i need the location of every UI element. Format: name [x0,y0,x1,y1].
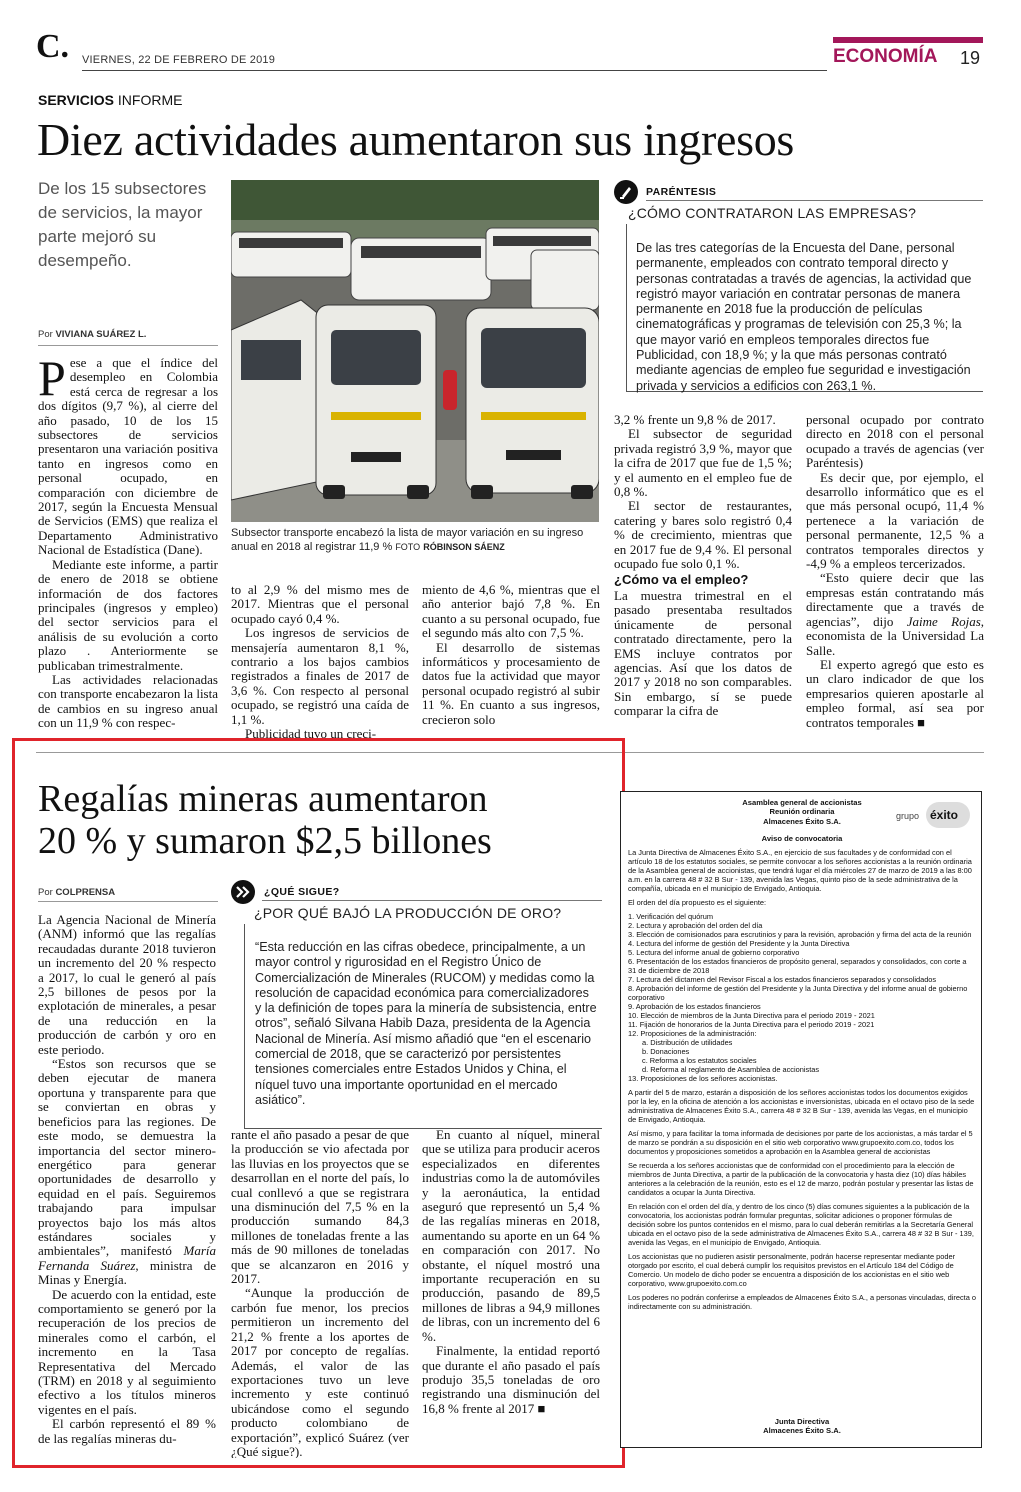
ad-agenda [628,912,976,1083]
ad-paragraph: A partir del 5 de marzo, estarán a disposición de los señores accionistas todos los documentos exigidos por la ley, en la oficina de atención a los accionistas e inversionistas, ubicada en el octavo piso de la sede administrativa de Almacenes Éxito S.A., carrera 48 # 32 B Sur - 139, avenida las Vegas, en el municipio de Envigado, Antioquia. [628,1088,975,1124]
photo-credit-prefix: FOTO [395,542,421,552]
ad-agenda-intro: El orden del día propuesto es el siguiente: [628,898,767,907]
logo-prefix: grupo [896,811,920,821]
signature-line-1: Junta Directiva [774,1417,830,1426]
masthead-rule [82,70,827,71]
paragraph: La muestra trimestral en el pasado presentaba resultados únicamente de personal contratado directamente, pero la EMS incluye contratos por agencias. Así que los datos de 2017 y 2018 no son comparables. Sin embargo, sí se puede comparar la cifra de [614,587,792,719]
buses-illustration [231,180,599,522]
paragraph: El sector de restaurantes, catering y bares solo registró 0,4 % de crecimiento, mientras que en 2017 fue de 9,4 %. El personal ocupado fue solo 0,1 %. [614,498,792,572]
paragraph: Publicidad tuvo un creci- [245,726,377,739]
byline-prefix: Por [38,329,53,340]
photo-caption [231,526,599,554]
paragraph [806,571,984,657]
article2-column-3 [422,1128,600,1458]
section-name: ECONOMÍA [833,46,938,67]
que-sigue-title: ¿POR QUÉ BAJÓ LA PRODUCCIÓN DE ORO? [254,905,562,921]
article2-headline [38,778,492,862]
agenda-item: 2. Lectura y aprobación del orden del día [628,921,763,930]
kicker-rest: INFORME [117,92,183,108]
ad-title-line-3: Almacenes Éxito S.A. [763,816,841,826]
article1-kicker [38,92,182,108]
paragraph: El subsector de seguridad privada registró 3,9 %, mayor que la cifra de 2017 que fue de 1,5 %; y el aumento en el empleo fue de 0,8 %. [614,426,792,500]
paragraph: El carbón representó el 89 % de las regalías mineras du- [38,1416,216,1446]
paragraph: 3,2 % frente un 9,8 % de 2017. [614,413,776,427]
article1-column-5 [806,413,984,739]
que-sigue-label: ¿QUÉ SIGUE? [264,886,340,898]
paragraph [38,1057,216,1288]
byline-name: VIVIANA SUÁREZ L. [55,329,147,340]
agenda-item: 10. Elección de miembros de la Junta Directiva para el periodo 2019 - 2021 [628,1011,875,1020]
photo-credit: RÓBINSON SÁENZ [423,542,505,552]
byline-rule [38,901,218,902]
que-sigue-icon [231,880,255,904]
byline-rule [38,345,218,346]
agenda-item: 9. Aprobación de los estados financieros [628,1002,761,1011]
signature-line-2: Almacenes Éxito S.A. [763,1426,841,1436]
que-sigue-label-rule [262,900,602,901]
transport-photo [231,180,599,522]
article2-column-1 [38,913,216,1458]
article1-column-2 [231,583,409,739]
paragraph: Es decir que, por ejemplo, el desarrollo informático que es el que más personal ocupó, 11,4 % pertenece a la variación de personal permanente, 12,5 % a contratos temporales directos y -4,9 % a empleos tercerizados. [806,469,984,572]
paragraph: El experto agregó que esto es un claro indicador de que los empresarios quieren apostarle al empleo formal, así sea por contratos temporales ■ [806,656,984,730]
section-accent-bar [833,37,983,43]
quoted-name: María Fernanda Suárez [38,1243,216,1273]
ad-subtitle: Aviso de convocatoria [761,834,843,843]
paragraph: rante el año pasado a pesar de que la producción se vio afectada por las lluvias en los proyectos que se desarrollan en el norte del país, lo cual conllevó a que se registrara una disminución del 7,5 % en la producción sumando 84,3 millones de toneladas frente a las más de 90 millones de toneladas que se alcanzaron en 2016 y 2017. [231,1128,409,1287]
agenda-item: 8. Aprobación del informe de gestión del Presidente y la Junta Directiva y del informe anual de gobierno corporativo [628,984,968,1002]
article1-byline [38,329,146,340]
agenda-subitem: a. Distribución de utilidades [642,1038,733,1047]
agenda-subitem: c. Reforma a los estatutos sociales [642,1056,757,1065]
agenda-item: 5. Lectura del informe anual de gobierno corporativo [628,948,800,957]
paragraph: En cuanto al níquel, mineral que se utiliza para producir aceros especializados en diferentes industrias como la de automóviles y la aeronáutica, la entidad aseguró que representó un 5,4 % de las regalías mineras en 2018, aumentando su aporte en un 64 % en comparación con 2017. No obstante, el níquel mostró una importante recuperación en su producción, pasando de 89,5 millones de libras a 94,9 millones de libras, con un incremento del 6 %. [422,1128,600,1344]
byline-prefix: Por [38,887,53,898]
ad-paragraph: Así mismo, y para facilitar la toma informada de decisiones por parte de los accionistas, a más tardar el 5 de marzo se pondrán a su disposición en el sitio web corporativo www.grupoexito.com.co, todos los documentos y proposiciones sometidos a aprobación en la Asamblea general de accionistas [628,1129,973,1156]
paragraph: El desarrollo de sistemas informáticos y procesamiento de datos fue la actividad que mayor personal ocupado registró al subir 11 %. En cuanto a sus ingresos, crecieron solo [422,639,600,727]
paragraph: miento de 4,6 %, mientras que el año anterior bajó 7,8 %. En cuanto a su personal ocupado, fue el segundo más alto con 7,5 %. [422,583,600,641]
paragraph: De acuerdo con la entidad, este comportamiento se generó por la recuperación de los precios de minerales como el carbón, el incremento en la Tasa Representativa del Mercado (TRM) en 2018 y al seguimiento efectivo a los títulos mineros vigentes en el país. [38,1286,216,1417]
dropcap: P [38,356,66,406]
ad-paragraph: En relación con el orden del día, y dentro de los cinco (5) días comunes siguientes a la publicación de la convocatoria, los accionistas podrán formular preguntas, solicitar adiciones o proponer fórmulas de decisión sobre los puntos contenidos en el mismo, para lo cual deberán remitirlas a la Secretaría General ubicada en el octavo piso de la sede administrativa de Almacenes Éxito S.A., carrera 48 # 32 B Sur - 139, avenida las Vegas, en el municipio de Envigado, Antioquia. [628,1202,974,1247]
paragraph: personal ocupado por contrato directo en 2018 con el personal ocupado a través de agencias (ver Paréntesis) [806,413,984,471]
quoted-name: Jaime Rojas [906,613,981,629]
article2-byline [38,887,115,898]
agenda-item: 7. Lectura del dictamen del Revisor Fiscal a los estados financieros separados y consolidados [628,975,937,984]
masthead-logo: C. [36,28,70,65]
subhead: ¿Cómo va el empleo? [614,572,749,588]
agenda-item: 13. Proposiciones de los señores accionistas. [628,1074,778,1083]
paragraph: Mediante este informe, a partir de enero de 2018 se obtiene información de dos factores principales (ingresos y empleo) del sector servicios para el análisis de su evolución a corto plazo . Anteriormente se publicaban trimestralmente. [38,556,218,673]
paragraph: ese a que el índice del desempleo en Colombia está cerca de regresar a los dos dígitos (9,7 %), al cierre del año pasado, 10 de los 15 subsectores de servicios presentaron una variación positiva tanto en ingresos como en personal ocupado, en comparación con diciembre de 2017, según la Encuesta Mensual de Servicios (EMS) que realiza el Departamento Administrativo Nacional de Estadística (Dane). [38,356,218,558]
kicker-bold: SERVICIOS [38,92,114,108]
ad-paragraph: Los accionistas que no pudieren asistir personalmente, podrán hacerse representar mediante poder otorgado por escrito, el cual deberá cumplir los requisitos previstos en el Artículo 184 del Código de Comercio. Un modelo de dicho poder se encuentra a disposición de los accionistas en el sitio web corporativo, www.grupoexito.com.co [628,1252,956,1288]
agenda-item: 11. Fijación de honorarios de la Junta Directiva para el periodo 2019 - 2021 [628,1020,875,1029]
quote-a: “Estos son recursos que se deben ejecutar de manera oportuna y transparente para que se conviertan en obras y beneficios para las regiones. De este modo, se demuestra la importancia del sector minero-energético para generar oportunidades de desarrollo y equidad en el país. Seguiremos trabajando para impulsar proyectos bajo los más altos estándares sociales y ambientales”, manifestó [38,1056,216,1259]
ad-intro: La Junta Directiva de Almacenes Éxito S.A., en ejercicio de sus facultades y de conformidad con el artículo 18 de los estatutos sociales, se permite convocar a los señores accionistas a la reunión ordinaria de la Asamblea general de accionistas, que tendrá lugar el día miércoles 27 de marzo de 2019 a las 8:00 a.m. en la carrera 48 # 32 B Sur - 139, avenida las Vegas, quinto piso de la sede administrativa de la compañía, ubicada en el municipio de Envigado, Antioquia. [628,848,972,893]
parentesis-body: De las tres categorías de la Encuesta del Dane, personal permanente, empleados con contrato temporal directo y personas contratadas a través de agencias, la actividad que registró mayor variación en contratar personas de manera permanente en 2018 fue la producción de películas cinematográficas y programas de televisión con 25,3 %; la que mayor varió en empleos temporales directos fue Publicidad, con 18,9 %; y la que más personas contrató mediante agencias de empleo fue seguridad e investigación privada y servicios a edificios con 263,1 %. [636,241,972,393]
paragraph: to al 2,9 % del mismo mes de 2017. Mientras que el personal ocupado cayó 0,4 %. [231,583,409,626]
masthead-date: VIERNES, 22 DE FEBRERO DE 2019 [82,54,276,66]
ad-body [628,848,976,1408]
ad-paragraph: Se recuerda a los señores accionistas que de conformidad con el procedimiento para la elección de miembros de Junta Directiva, a partir de la publicación de la convocatoria y hasta diez (10) días hábiles anteriores a la celebración de la reunión, esto es el 12 de marzo, podrán postular y presentar las listas de candidatos a ocupar la Junta Directiva. [628,1161,974,1197]
quote-b: , ministra de Minas y Energía. [38,1257,216,1288]
logo-word: éxito [930,808,959,822]
paragraph: La Agencia Nacional de Minería (ANM) informó que las regalías recaudadas durante 2018 tuvieron un incremento del 20 % respecto a 2017, lo cual le generó al país 2,5 billones de pesos por la explotación de minerales, a pesar de una reducción en la producción de carbón y oro en este periodo. [38,913,216,1057]
agenda-item: 6. Presentación de los estados financieros de propósito general, separados y consolidados, con corte a 31 de diciembre de 2018 [628,957,967,975]
ad-title-line-1: Asamblea general de accionistas [742,798,862,807]
ad-paragraph: Los poderes no podrán conferirse a empleados de Almacenes Éxito S.A., a personas vinculadas, directa o indirectamente con su administración. [628,1293,976,1311]
parentesis-title: ¿CÓMO CONTRATARON LAS EMPRESAS? [628,205,917,221]
paragraph: Los ingresos de servicios de mensajería aumentaron 8,1 %, contrario a los bajos cambios registrados a finales de 2017 de 3,6 %. Con respecto al personal ocupado, se registró una caída de 1,1 %. [231,625,409,727]
agenda-item: 4. Lectura del informe de gestión del Presidente y la Junta Directiva [628,939,850,948]
parentesis-label-rule [646,200,983,201]
article1-headline: Diez actividades aumentaron sus ingresos [37,114,794,165]
paragraph: “Aunque la producción de carbón fue menor, los precios permitieron un incremento del 21,2 % frente a los aportes de 2017 por concepto de regalías. Además, el valor de las exportaciones tuvo un leve incremento y este continuó ubicándose como el segundo producto colombiano de exportación”, explicó Suárez (ver ¿Qué sigue?). [231,1285,409,1458]
parentesis-label: PARÉNTESIS [646,186,717,198]
exito-ad [620,791,982,1448]
paragraph: Finalmente, la entidad reportó que durante el año pasado el país produjo 35,5 toneladas de oro registrando una disminución del 16,8 % frente al 2017 ■ [422,1343,600,1416]
agenda-subitem: d. Reforma al reglamento de Asamblea de accionistas [642,1065,820,1074]
caption-text: Subsector transporte encabezó la lista de mayor variación en su ingreso anual en 2018 al registrar 11,9 % [231,527,584,553]
article1-column-1 [38,356,218,739]
byline-name: COLPRENSA [55,887,116,898]
parentesis-icon [614,180,638,204]
headline-line-1: Regalías mineras aumentaron [38,778,488,820]
paragraph: Las actividades relacionadas con transporte encabezaron la lista de cambios en su ingreso anual con un 11,9 % con respec- [38,671,218,731]
article1-column-4 [614,413,792,739]
agenda-item: 12. Proposiciones de la administración: [628,1029,757,1038]
article2-column-2 [231,1128,409,1458]
article1-dek: De los 15 subsectores de servicios, la mayor parte mejoró su desempeño. [38,179,207,270]
grupo-exito-logo [896,802,976,828]
quote-a: “Esto quiere decir que las empresas están contratando más directamente que a través de agencias”, dijo [806,570,984,629]
article1-column-3 [422,583,600,739]
agenda-item: 1. Verificación del quórum [628,912,714,921]
agenda-subitem: b. Donaciones [642,1047,690,1056]
quote-b: , economista de la Universidad La Salle. [806,613,984,658]
ad-title-line-2: Reunión ordinaria [769,807,835,817]
headline-line-2: 20 % y sumaron $2,5 billones [38,820,492,862]
que-sigue-body: “Esta reducción en las cifras obedece, principalmente, a un mayor control y rigurosidad en el Registro Único de Comercialización de Minerales (RUCOM) y medidas como la resolución de capacidad económica para comercializadores y la definición de topes para la minería de subsistencia, entre otros”, señaló Silvana Habib Daza, presidenta de la Agencia Nacional de Minería. Así mismo añadió que “en el escenario comercial de 2018, que se caracterizó por persistentes tensiones comerciales entre Estados Unidos y China, el níquel tuvo una importante oportunidad en el mercado asiático”. [255,940,597,1107]
agenda-item: 3. Elección de comisionados para escrutinios y para la revisión, aprobación y firma del acta de la reunión [628,930,972,939]
page-number: 19 [960,48,981,68]
ad-signature [621,1417,983,1436]
